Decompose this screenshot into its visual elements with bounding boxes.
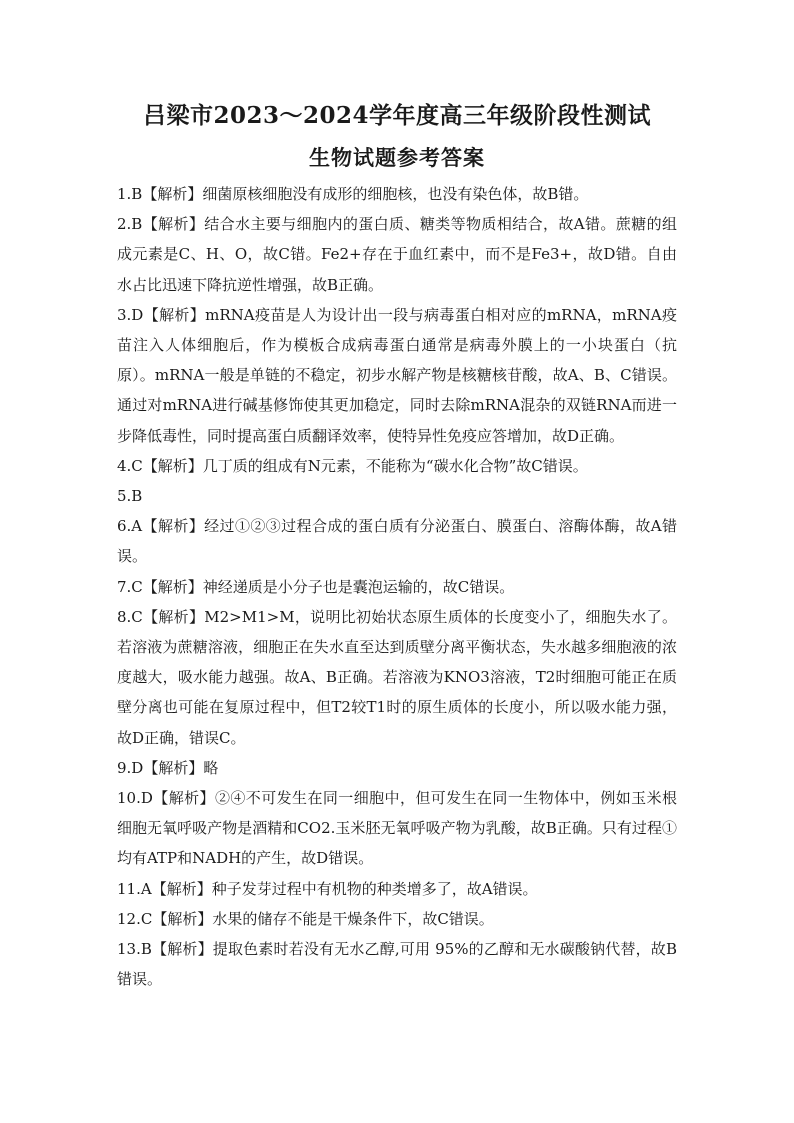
answer-item-2: 2.B【解析】结合水主要与细胞内的蛋白质、糖类等物质相结合，故A错。蔗糖的组成元素是C、H、O，故C错。Fe2+存在于血红素中，而不是Fe3+，故D错。自由水占比迅速下降抗逆性增强，故B正确。 — [117, 215, 677, 294]
answer-item-12: 12.C【解析】水果的储存不能是干燥条件下，故C错误。 — [117, 909, 494, 928]
answer-item-6: 6.A【解析】经过①②③过程合成的蛋白质有分泌蛋白、膜蛋白、溶酶体酶，故A错误。 — [117, 517, 677, 566]
page-title: 吕梁市2023～2024学年度高三年级阶段性测试 — [142, 102, 652, 129]
answer-item-3: 3.D【解析】mRNA疫苗是人为设计出一段与病毒蛋白相对应的mRNA，mRNA疫苗注入人体细胞后，作为模板合成病毒蛋白通常是病毒外膜上的一小块蛋白（抗原）。mRNA一般是单链的不稳定，初步水解产物是核糖核苷酸，故A、B、C错误。通过对mRNA进行碱基修饰使其更加稳定，同时去除mRNA混杂的双链RNA而进一步降低毒性，同时提高蛋白质翻译效率，使特异性免疫应答增加，故D正确。 — [117, 305, 677, 445]
answer-item-8: 8.C【解析】M2>M1>M，说明比初始状态原生质体的长度变小了，细胞失水了。若溶液为蔗糖溶液，细胞正在失水直至达到质壁分离平衡状态，失水越多细胞液的浓度越大，吸水能力越强。故A、B正确。若溶液为KNO3溶液，T2时细胞可能正在质壁分离也可能在复原过程中，但T2较T1时的原生质体的长度小，所以吸水能力强，故D正确，错误C。 — [117, 607, 677, 747]
answer-list — [117, 179, 677, 994]
answer-item-1: 1.B【解析】细菌原核细胞没有成形的细胞核，也没有染色体，故B错。 — [117, 185, 589, 203]
answer-item-13: 13.B【解析】提取色素时若没有无水乙醇,可用 95%的乙醇和无水碳酸钠代替，故B错误。 — [117, 940, 677, 989]
answer-item-7: 7.C【解析】神经递质是小分子也是囊泡运输的，故C错误。 — [117, 577, 515, 596]
answer-item-11: 11.A【解析】种子发芽过程中有机物的种类增多了，故A错误。 — [117, 879, 538, 898]
answer-item-4: 4.C【解析】几丁质的组成有N元素，不能称为“碳水化合物”故C错误。 — [117, 456, 588, 475]
page-subtitle: 生物试题参考答案 — [309, 145, 485, 170]
answer-item-5: 5.B — [117, 487, 143, 506]
answer-item-9: 9.D【解析】略 — [117, 758, 219, 777]
answer-item-10: 10.D【解析】②④不可发生在同一细胞中，但可发生在同一生物体中，例如玉米根细胞无氧呼吸产物是酒精和CO2.玉米胚无氧呼吸产物为乳酸，故B正确。只有过程①均有ATP和NADH的产生，故D错误。 — [117, 789, 677, 868]
